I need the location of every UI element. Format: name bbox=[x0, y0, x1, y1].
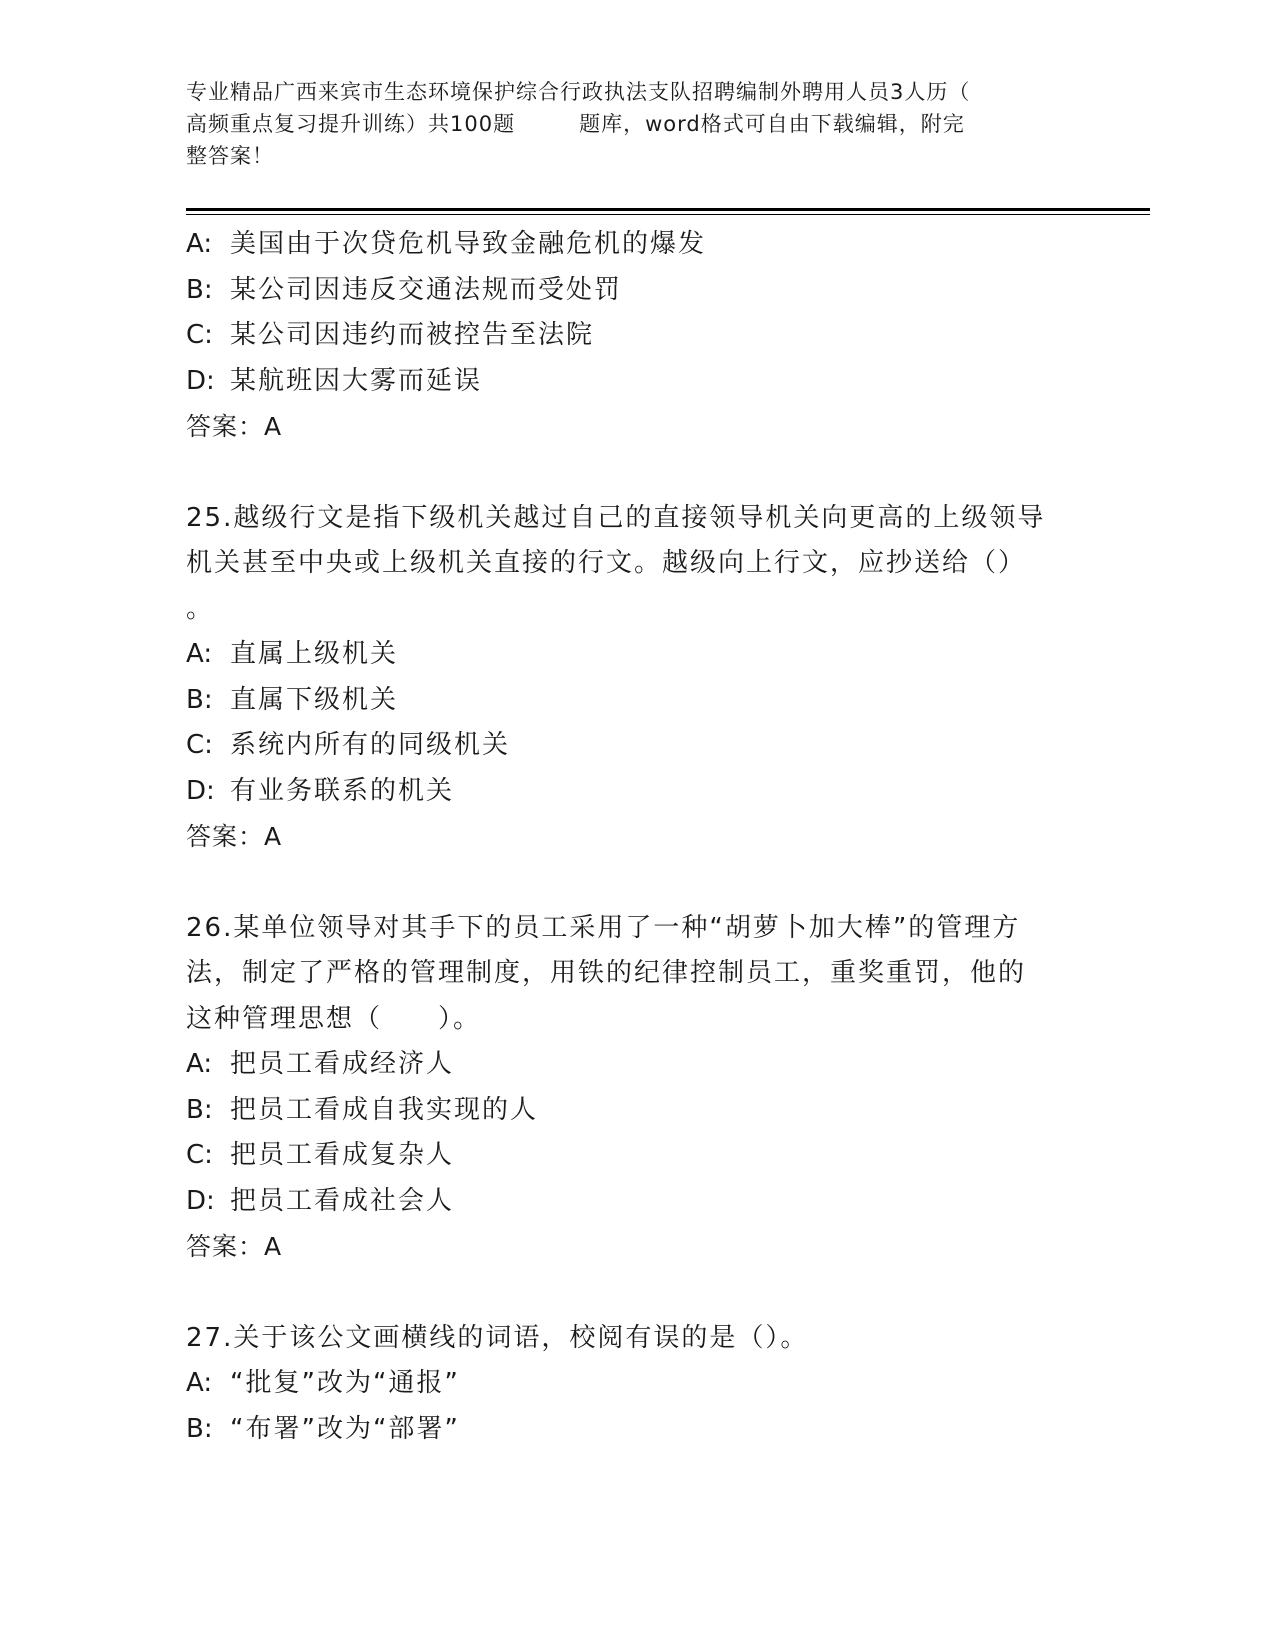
option-b: B: 某公司因违反交通法规而受处罚 bbox=[186, 274, 623, 305]
option-c: C: 系统内所有的同级机关 bbox=[186, 730, 511, 760]
option-d: D: 有业务联系的机关 bbox=[186, 775, 455, 806]
document-header bbox=[186, 76, 1066, 172]
option-c: C: 把员工看成复杂人 bbox=[186, 1140, 455, 1170]
question-text-line: 这种管理思想（ ）。 bbox=[186, 1003, 482, 1034]
question-24 bbox=[186, 222, 1086, 450]
option-a: A: 直属上级机关 bbox=[186, 639, 399, 669]
answer: 答案：A bbox=[186, 822, 283, 851]
option-b: B: 把员工看成自我实现的人 bbox=[186, 1094, 539, 1125]
header-line-2 bbox=[186, 108, 1066, 140]
question-text-line: 。 bbox=[186, 593, 215, 624]
header-divider-thin bbox=[186, 214, 1150, 215]
question-text-line: 27.关于该公文画横线的词语，校阅有误的是（）。 bbox=[186, 1322, 809, 1353]
option-d: D: 某航班因大雾而延误 bbox=[186, 365, 483, 396]
header-line-2b: 题库，word格式可自由下载编辑，附完 bbox=[579, 112, 965, 136]
option-a: A: 把员工看成经济人 bbox=[186, 1049, 455, 1079]
answer: 答案：A bbox=[186, 1232, 283, 1261]
question-text-line: 法，制定了严格的管理制度，用铁的纪律控制员工，重奖重罚，他的 bbox=[186, 958, 1027, 988]
header-line-3: 整答案！ bbox=[186, 144, 274, 168]
answer: 答案：A bbox=[186, 412, 283, 441]
question-26 bbox=[186, 906, 1086, 1270]
question-25 bbox=[186, 496, 1086, 860]
header-line-2a: 高频重点复习提升训练）共100题 bbox=[186, 112, 516, 136]
question-content bbox=[186, 222, 1086, 1452]
option-a: A: 美国由于次贷危机导致金融危机的爆发 bbox=[186, 229, 707, 259]
question-text-line: 26.某单位领导对其手下的员工采用了一种“胡萝卜加大棒”的管理方 bbox=[186, 912, 1021, 943]
header-line-1: 专业精品广西来宾市生态环境保护综合行政执法支队招聘编制外聘用人员3人历（ bbox=[186, 80, 971, 104]
option-d: D: 把员工看成社会人 bbox=[186, 1185, 455, 1216]
header-divider-thick bbox=[186, 208, 1150, 211]
option-b: B: 直属下级机关 bbox=[186, 684, 399, 715]
question-text-line: 机关甚至中央或上级机关直接的行文。越级向上行文，应抄送给（） bbox=[186, 548, 1027, 578]
question-27 bbox=[186, 1316, 1086, 1453]
option-b: B: “布署”改为“部署” bbox=[186, 1413, 460, 1444]
option-a: A: “批复”改为“通报” bbox=[186, 1368, 460, 1398]
question-text-line: 25.越级行文是指下级机关越过自己的直接领导机关向更高的上级领导 bbox=[186, 502, 1046, 533]
option-c: C: 某公司因违约而被控告至法院 bbox=[186, 320, 595, 350]
